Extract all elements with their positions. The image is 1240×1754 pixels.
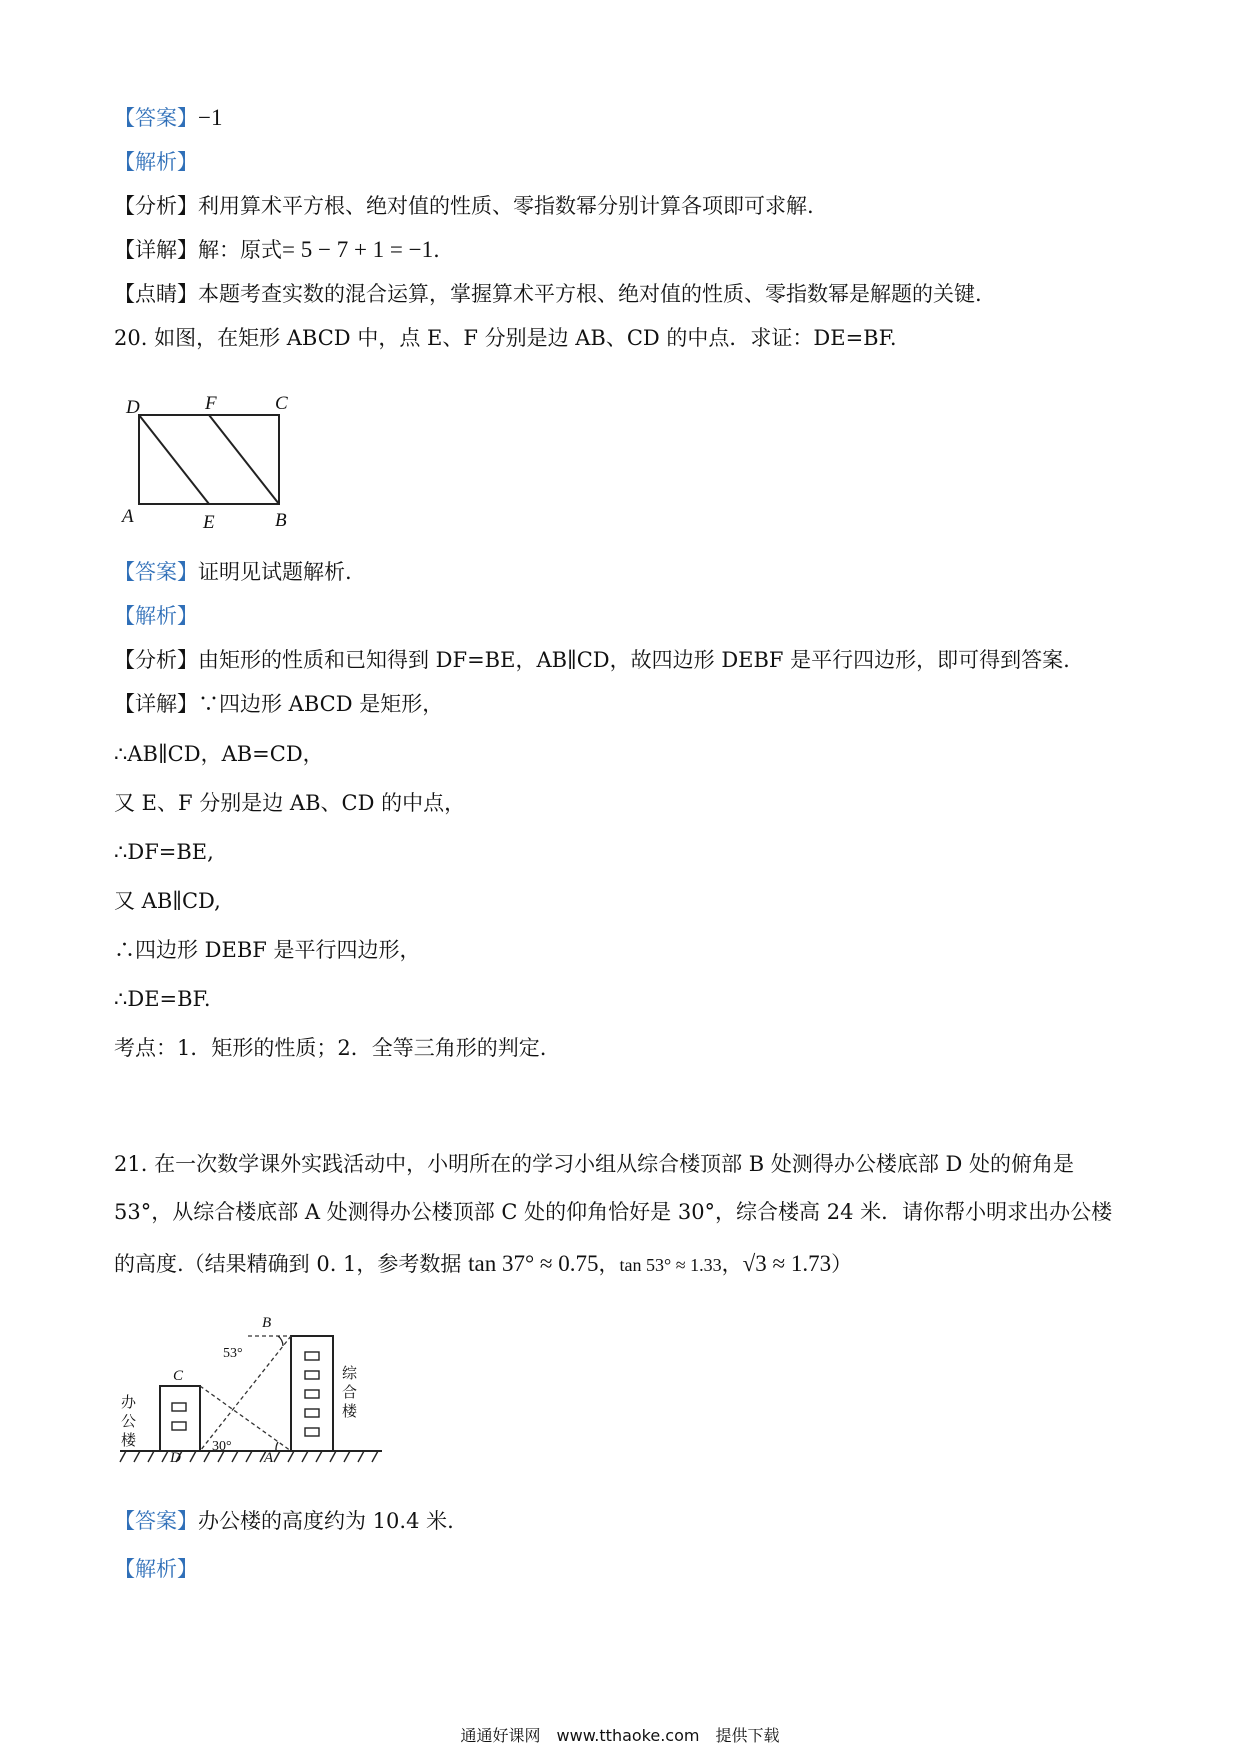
q19-dianjing: 本题考查实数的混合运算，掌握算术平方根、绝对值的性质、零指数幂是解题的关键. [198,282,982,306]
office-label-char: 办 [121,1395,137,1411]
analysis-tag: 【解析】 [114,604,198,628]
q20-fenxi-line [114,646,1070,674]
label-c: C [173,1368,184,1384]
buildings-figure [112,1300,402,1475]
label-b: B [262,1315,272,1331]
complex-window [305,1428,319,1436]
q20-stem: 20. 如图，在矩形 ABCD 中，点 E、F 分别是边 AB、CD 的中点．求证：DE=BF. [114,326,897,350]
q19-xiangjie-prefix: 解：原式 [198,238,282,262]
q20-answer-line [114,558,352,586]
office-window [172,1403,186,1411]
q21-stem-line3 [114,1250,852,1279]
complex-label-char: 综 [342,1366,358,1382]
label-f: F [205,395,217,414]
label-b: B [275,510,287,530]
q19-fenxi: 利用算术平方根、绝对值的性质、零指数幂分别计算各项即可求解. [198,194,814,218]
segment-de [139,415,209,504]
q20-answer: 证明见试题解析. [198,560,352,584]
q21-tan53: tan 53° ≈ 1.33 [619,1255,722,1275]
answer-tag: 【答案】 [114,106,198,130]
page-footer: 通通好课网 www.tthaoke.com 提供下载 [460,1726,780,1745]
complex-window [305,1352,319,1360]
rectangle-figure [112,395,312,530]
office-label-char: 公 [121,1414,137,1430]
q19-dianjing-line [114,280,982,308]
q19-xiangjie-math: = 5 − 7 + 1 = −1 [282,237,434,262]
q19-answer: −1 [198,105,223,130]
dianjing-tag: 【点睛】 [114,282,198,306]
q19-answer-line [114,104,222,132]
complex-label-char: 合 [342,1385,358,1401]
q20-step: 又 E、F 分别是边 AB、CD 的中点， [114,791,466,815]
line-bd [200,1336,291,1451]
fenxi-tag: 【分析】 [114,194,198,218]
complex-window [305,1371,319,1379]
q19-fenxi-line [114,192,814,220]
q21-stem-line3-text: 的高度.（结果精确到 0. 1，参考数据 [114,1252,469,1276]
q21-sep2: ， [721,1252,743,1276]
analysis-tag: 【解析】 [114,150,198,174]
angle-30-arc [276,1442,278,1451]
complex-label-char: 楼 [342,1404,358,1420]
complex-window [305,1409,319,1417]
q20-step: ∴DE=BF. [114,987,211,1011]
label-d: D [170,1450,181,1466]
label-angle-30: 30° [212,1439,232,1454]
q21-answer-line [114,1507,454,1535]
office-window [172,1422,186,1430]
q20-fenxi: 由矩形的性质和已知得到 DF=BE，AB∥CD，故四边形 DEBF 是平行四边形，即可得到答案. [198,648,1070,672]
analysis-tag: 【解析】 [114,1557,198,1581]
label-a: A [264,1450,274,1466]
xiangjie-tag: 【详解】 [114,238,198,262]
angle-53-arc [278,1336,283,1346]
label-c: C [275,395,288,414]
q20-xiangjie: ∵四边形 ABCD 是矩形， [198,692,444,716]
office-building [160,1386,200,1451]
q19-xiangjie-end: . [433,238,440,262]
q21-stem-line2: 53°，从综合楼底部 A 处测得办公楼顶部 C 处的仰角恰好是 30°，综合楼高 24 米．请你帮小明求出办公楼 [114,1200,1113,1224]
complex-building [291,1336,333,1451]
q19-analysis-line [114,148,198,176]
q20-step: ∴DF=BE, [114,840,214,864]
office-label-char: 楼 [121,1433,137,1449]
q21-stem-line1: 21. 在一次数学课外实践活动中，小明所在的学习小组从综合楼顶部 B 处测得办公楼底部 D 处的俯角是 [114,1152,1075,1176]
q20-step: ∴AB∥CD，AB=CD， [114,742,324,766]
q21-sep: ， [598,1252,620,1276]
q21-analysis-line [114,1555,198,1583]
q21-sqrt3: √3 ≈ 1.73 [742,1251,832,1276]
q20-analysis-line [114,602,198,630]
label-angle-53: 53° [223,1346,243,1361]
answer-tag: 【答案】 [114,1509,198,1533]
q21-tan37: tan 37° ≈ 0.75 [468,1251,599,1276]
label-d: D [126,397,140,418]
q19-xiangjie-line [114,236,440,264]
q20-kaodian: 考点：1．矩形的性质；2．全等三角形的判定. [114,1036,547,1060]
q21-answer: 办公楼的高度约为 10.4 米. [198,1509,454,1533]
q20-xiangjie-line [114,690,443,718]
q20-step: 又 AB∥CD, [114,889,221,913]
ground-hatching [120,1451,378,1462]
label-e: E [203,512,215,530]
fenxi-tag: 【分析】 [114,648,198,672]
segment-bf [209,415,279,504]
q20-step: ∴四边形 DEBF 是平行四边形， [114,938,421,962]
label-a: A [122,506,134,527]
rectangle-abcd [139,415,279,504]
xiangjie-tag: 【详解】 [114,692,198,716]
q21-stem-end: ） [831,1252,853,1276]
complex-window [305,1390,319,1398]
answer-tag: 【答案】 [114,560,198,584]
